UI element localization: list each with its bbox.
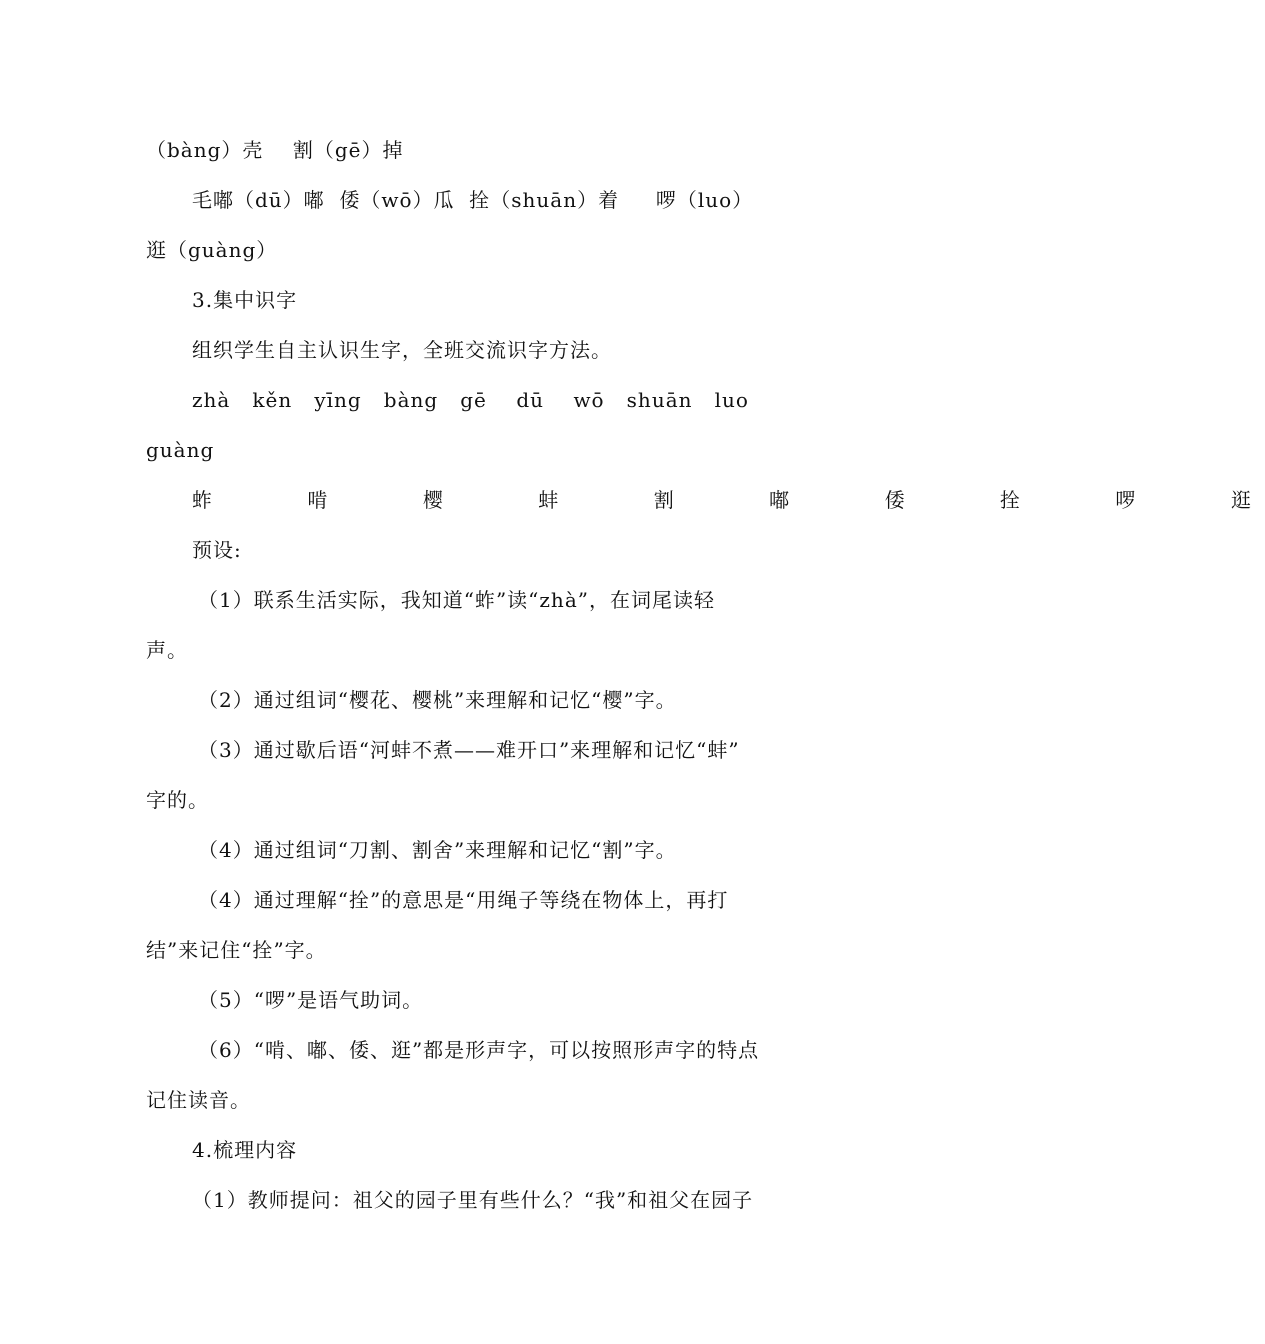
preset-label: 预设: xyxy=(192,538,242,562)
preset-item-6-continued: 记住读音。 xyxy=(146,1088,251,1112)
preset-item-3: （3）通过歇后语“河蚌不煮——难开口”来理解和记忆“蚌” xyxy=(198,738,740,762)
preset-item-4b-continued: 结”来记住“拴”字。 xyxy=(146,938,327,962)
preset-item-4: （4）通过组词“刀割、割舍”来理解和记忆“割”字。 xyxy=(198,838,677,862)
character-row: 蚱 啃 樱 蚌 割 嘟 倭 拴 啰 逛 xyxy=(192,488,1265,512)
preset-item-2: （2）通过组词“樱花、樱桃”来理解和记忆“樱”字。 xyxy=(198,688,677,712)
section-heading-3: 3.集中识字 xyxy=(192,288,298,312)
pinyin-row-continued: guàng xyxy=(146,438,215,462)
pinyin-line-bang-ge: （bàng）壳 割（gē）掉 xyxy=(146,138,404,162)
section-heading-4: 4.梳理内容 xyxy=(192,1138,298,1162)
pinyin-row: zhà kěn yīng bàng gē dū wō shuān luo xyxy=(192,388,749,412)
preset-item-6: （6）“啃、嘟、倭、逛”都是形声字，可以按照形声字的特点 xyxy=(198,1038,760,1062)
pinyin-line-du-wo-shuan: 毛嘟（dū）嘟 倭（wō）瓜 拴（shuān）着 啰（luo） xyxy=(192,188,754,212)
instruction-text: 组织学生自主认识生字，全班交流识字方法。 xyxy=(192,338,612,362)
pinyin-line-guang: 逛（guàng） xyxy=(146,238,278,262)
preset-item-1: （1）联系生活实际，我知道“蚱”读“zhà”，在词尾读轻 xyxy=(198,588,715,612)
preset-item-1-continued: 声。 xyxy=(146,638,188,662)
preset-item-5: （5）“啰”是语气助词。 xyxy=(198,988,424,1012)
preset-item-3-continued: 字的。 xyxy=(146,788,209,812)
preset-item-4b: （4）通过理解“拴”的意思是“用绳子等绕在物体上，再打 xyxy=(198,888,729,912)
teacher-question: （1）教师提问：祖父的园子里有些什么？“我”和祖父在园子 xyxy=(192,1188,754,1212)
